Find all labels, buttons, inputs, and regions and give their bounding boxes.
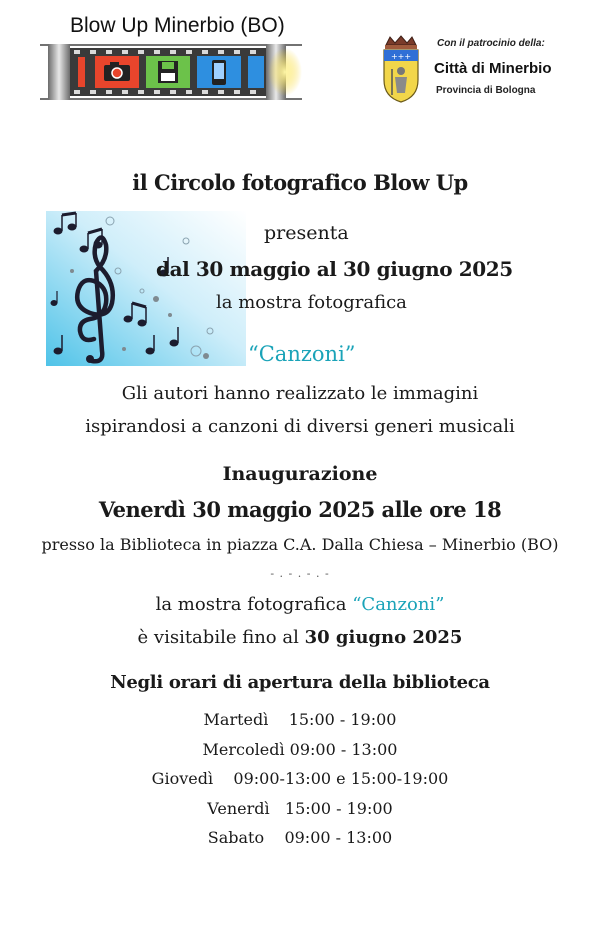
- city-crest: [380, 35, 422, 103]
- patron-city: Città di Minerbio: [434, 60, 552, 77]
- hours-day: Mercoledì: [202, 740, 285, 759]
- hours-row: [0, 828, 600, 847]
- inauguration-date: Venerdì 30 maggio 2025 alle ore 18: [98, 497, 502, 522]
- hours-row: [0, 799, 600, 818]
- intro-line: il Circolo fotografico Blow Up: [132, 170, 468, 195]
- club-name: Blow Up Minerbio (BO): [70, 14, 285, 37]
- camera-icon: [95, 56, 139, 88]
- hours-day: Sabato: [207, 828, 265, 847]
- exhibition-dates: dal 30 maggio al 30 giugno 2025: [156, 257, 513, 281]
- visit-line-1-prefix: la mostra fotografica: [155, 594, 353, 615]
- hours-day: Venerdì: [207, 799, 270, 818]
- visit-line-1: [0, 594, 600, 615]
- patron-province: Provincia di Bologna: [436, 85, 536, 96]
- visit-line-1-title: “Canzoni”: [352, 594, 445, 615]
- visit-line-2-date: 30 giugno 2025: [304, 627, 463, 648]
- presents-line: presenta: [264, 222, 349, 244]
- visit-line-2-prefix: è visitabile fino al: [137, 627, 305, 648]
- hours-time: 09:00 - 13:00: [284, 828, 393, 847]
- exhibit-line: la mostra fotografica: [216, 292, 407, 313]
- visit-line-2: [0, 627, 600, 648]
- smartphone-icon: [197, 56, 241, 88]
- exhibit-title: “Canzoni”: [248, 342, 356, 366]
- separator: - . - . - . -: [270, 567, 330, 580]
- hours-row: [0, 740, 600, 759]
- hours-time: 09:00-13:00 e 15:00-19:00: [233, 769, 449, 788]
- description-line-1: Gli autori hanno realizzato le immagini: [121, 383, 479, 404]
- hours-day: Giovedì: [151, 769, 214, 788]
- description-line-2: ispirandosi a canzoni di diversi generi musicali: [85, 416, 515, 437]
- hours-day: Martedì: [203, 710, 269, 729]
- hours-row: [0, 769, 600, 788]
- hours-title: Negli orari di apertura della biblioteca: [110, 672, 490, 693]
- filmstrip-logo: [40, 42, 302, 102]
- music-notes-image: [46, 211, 246, 366]
- hours-row: [0, 710, 600, 729]
- inauguration-location: presso la Biblioteca in piazza C.A. Dalla Chiesa – Minerbio (BO): [41, 535, 559, 554]
- hours-time: 15:00 - 19:00: [288, 710, 397, 729]
- patronage-note: Con il patrocinio della:: [437, 38, 545, 49]
- hours-time: 09:00 - 13:00: [289, 740, 398, 759]
- hours-time: 15:00 - 19:00: [284, 799, 393, 818]
- inauguration-label: Inaugurazione: [222, 463, 378, 485]
- svg-text:+++: +++: [390, 52, 412, 61]
- floppy-disk-icon: [146, 56, 190, 88]
